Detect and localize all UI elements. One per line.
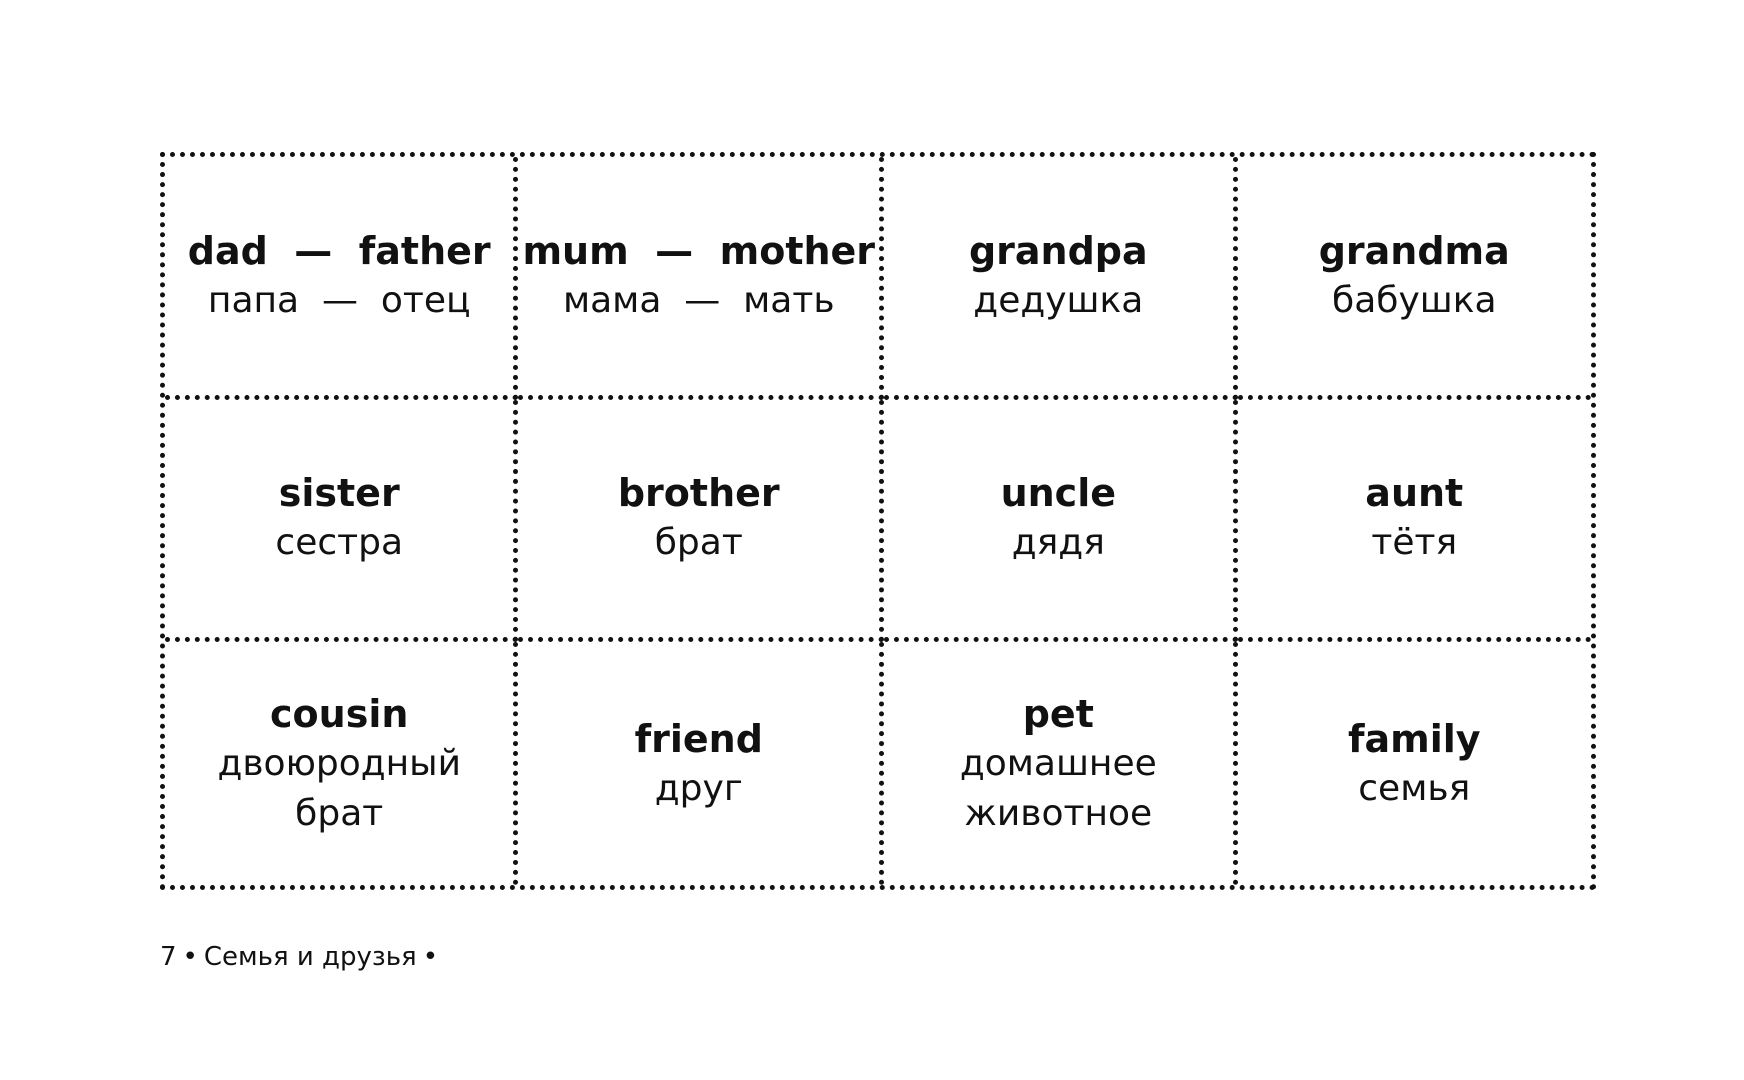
card-uncle: [884, 400, 1237, 643]
card-english-word: family: [1347, 716, 1481, 761]
card-russian-translation: бабушка: [1332, 279, 1497, 321]
card-english-word: aunt: [1365, 471, 1464, 516]
page-footer: [160, 940, 444, 974]
card-russian-translation: домашнее: [959, 742, 1157, 784]
card-sister: [165, 400, 518, 643]
card-english-word: grandma: [1318, 228, 1510, 273]
card-aunt: [1238, 400, 1591, 643]
card-dad: [165, 157, 518, 400]
card-brother: [518, 400, 884, 643]
card-friend: [518, 642, 884, 885]
card-russian-translation: дядя: [1011, 522, 1105, 564]
card-english-word: pet: [1022, 691, 1094, 736]
card-family: [1238, 642, 1591, 885]
card-russian-translation: дедушка: [973, 279, 1144, 321]
card-english-word: brother: [617, 471, 780, 516]
card-russian-translation: семья: [1358, 767, 1471, 809]
page-number: 7: [160, 942, 177, 972]
card-english-word: grandpa: [968, 228, 1148, 273]
bullet-separator: •: [422, 942, 439, 972]
card-russian-translation: папа — отец: [207, 279, 471, 321]
card-mum: [518, 157, 884, 400]
card-russian-translation: животное: [964, 792, 1153, 834]
card-russian-translation: тётя: [1371, 522, 1458, 564]
card-english-word: sister: [278, 471, 400, 516]
card-russian-translation: двоюродный: [217, 742, 461, 784]
bullet-separator: •: [182, 942, 198, 972]
card-pet: [884, 642, 1237, 885]
card-english-word: dad — father: [187, 228, 491, 273]
card-russian-translation: мама — мать: [562, 279, 835, 321]
section-title: Семья и друзья: [203, 942, 417, 972]
card-russian-translation: брат: [295, 792, 384, 834]
card-english-word: uncle: [1000, 471, 1117, 516]
card-cousin: [165, 642, 518, 885]
card-grandma: [1238, 157, 1591, 400]
card-english-word: mum — mother: [522, 228, 876, 273]
card-english-word: friend: [634, 716, 763, 761]
card-grandpa: [884, 157, 1237, 400]
card-english-word: cousin: [270, 691, 409, 736]
card-russian-translation: сестра: [275, 522, 404, 564]
flashcard-grid: [160, 152, 1596, 890]
card-russian-translation: друг: [654, 767, 743, 809]
card-russian-translation: брат: [654, 522, 743, 564]
